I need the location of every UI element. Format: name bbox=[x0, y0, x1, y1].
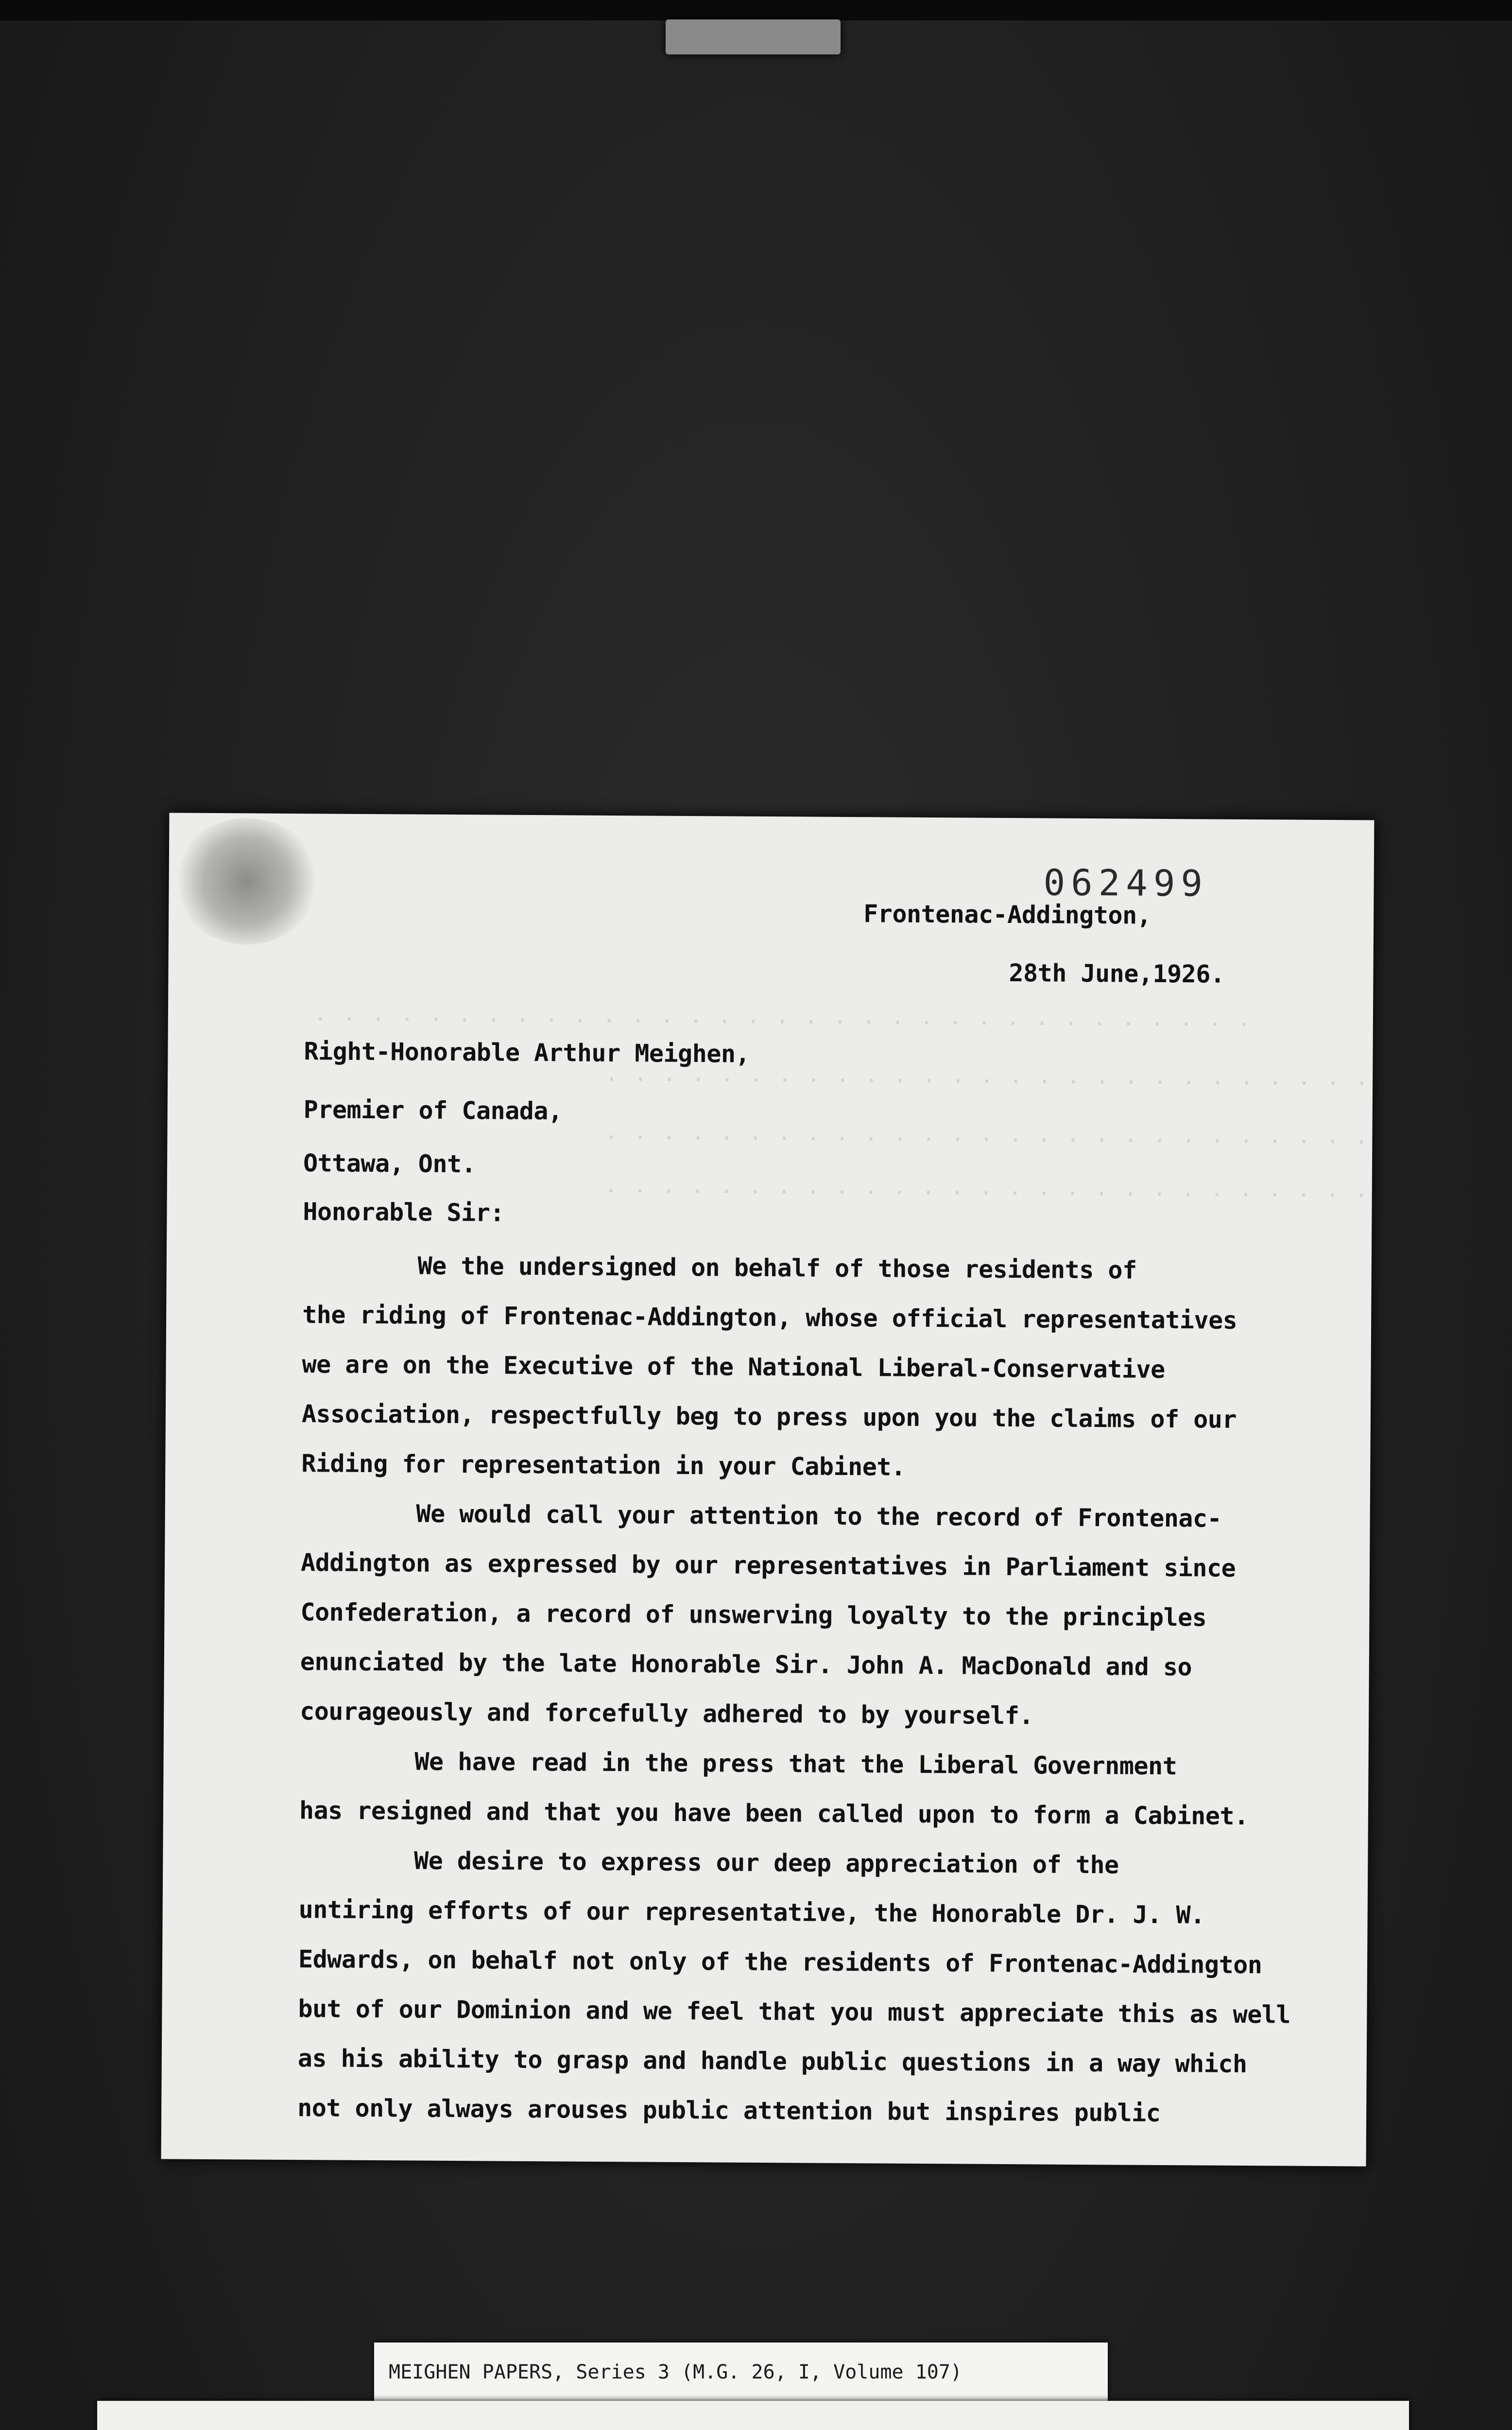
bleed-through-texture: · · · · · · · · · · · · · · · · · · · · · · · · · · · bbox=[604, 1177, 1369, 1209]
letter-body-line: we are on the Executive of the National Liberal-Conservative bbox=[302, 1350, 1165, 1384]
bleed-through-texture: · · · · · · · · · · · · · · · · · · · · · · · · · · · bbox=[604, 1124, 1370, 1155]
letter-body-line: We have read in the press that the Liberal Government bbox=[299, 1747, 1177, 1781]
film-edge-top bbox=[0, 0, 1512, 20]
letter-body-line: enunciated by the late Honorable Sir. John A. MacDonald and so bbox=[300, 1648, 1192, 1682]
bleed-through-texture: · · · · · · · · · · · · · · · · · · · · · · · · · · · bbox=[604, 1065, 1370, 1097]
letter-body-line: Confederation, a record of unswerving loyalty to the principles bbox=[300, 1598, 1207, 1632]
salutation: Honorable Sir: bbox=[303, 1198, 505, 1227]
addressee-title: Premier of Canada, bbox=[303, 1095, 563, 1126]
addressee-name: Right-Honorable Arthur Meighen, bbox=[304, 1037, 750, 1068]
letter-body-line: We the undersigned on behalf of those residents of bbox=[302, 1251, 1137, 1284]
film-clip bbox=[666, 19, 841, 54]
letter-body-line: untiring efforts of our representative, the Honorable Dr. J. W. bbox=[298, 1895, 1205, 1929]
letter-body-line: has resigned and that you have been called upon to form a Cabinet. bbox=[299, 1796, 1249, 1831]
letter-body-line: not only always arouses public attention but inspires public bbox=[297, 2094, 1161, 2127]
letter-body-line: courageously and forcefully adhered to by yourself. bbox=[300, 1697, 1034, 1730]
letter-body-line: Riding for representation in your Cabinet. bbox=[301, 1449, 906, 1481]
letter-body-line: Addington as expressed by our representatives in Parliament since bbox=[300, 1548, 1236, 1582]
archives-stamp bbox=[97, 2401, 1409, 2430]
letter-date: 28th June,1926. bbox=[1009, 959, 1225, 989]
letter-body-line: but of our Dominion and we feel that you must appreciate this as well bbox=[298, 1995, 1291, 2029]
bleed-through-texture: · · · · · · · · · · · · · · · · · · · · · · · · · · · · · · · · · bbox=[313, 1006, 1252, 1038]
collection-label-text: MEIGHEN PAPERS, Series 3 (M.G. 26, I, Volume 107) bbox=[389, 2361, 962, 2383]
letter-body-line: as his ability to grasp and handle public questions in a way which bbox=[297, 2044, 1247, 2079]
letter-body-line: We would call your attention to the record of Frontenac- bbox=[301, 1499, 1222, 1533]
letter-body-line: Association, respectfully beg to press upon you the claims of our bbox=[301, 1400, 1237, 1434]
letter-body-line: Edwards, on behalf not only of the residents of Frontenac-Addington bbox=[298, 1945, 1262, 1979]
stain-mark bbox=[173, 818, 320, 945]
letter-body-line: We desire to express our deep appreciation of the bbox=[299, 1846, 1119, 1879]
document-number: 062499 bbox=[1043, 862, 1209, 905]
letter-body-line: the riding of Frontenac-Addington, whose official representatives bbox=[302, 1301, 1237, 1335]
addressee-city: Ottawa, Ont. bbox=[303, 1149, 476, 1179]
letter-place: Frontenac-Addington, bbox=[863, 900, 1151, 930]
letter-page bbox=[161, 813, 1375, 2166]
